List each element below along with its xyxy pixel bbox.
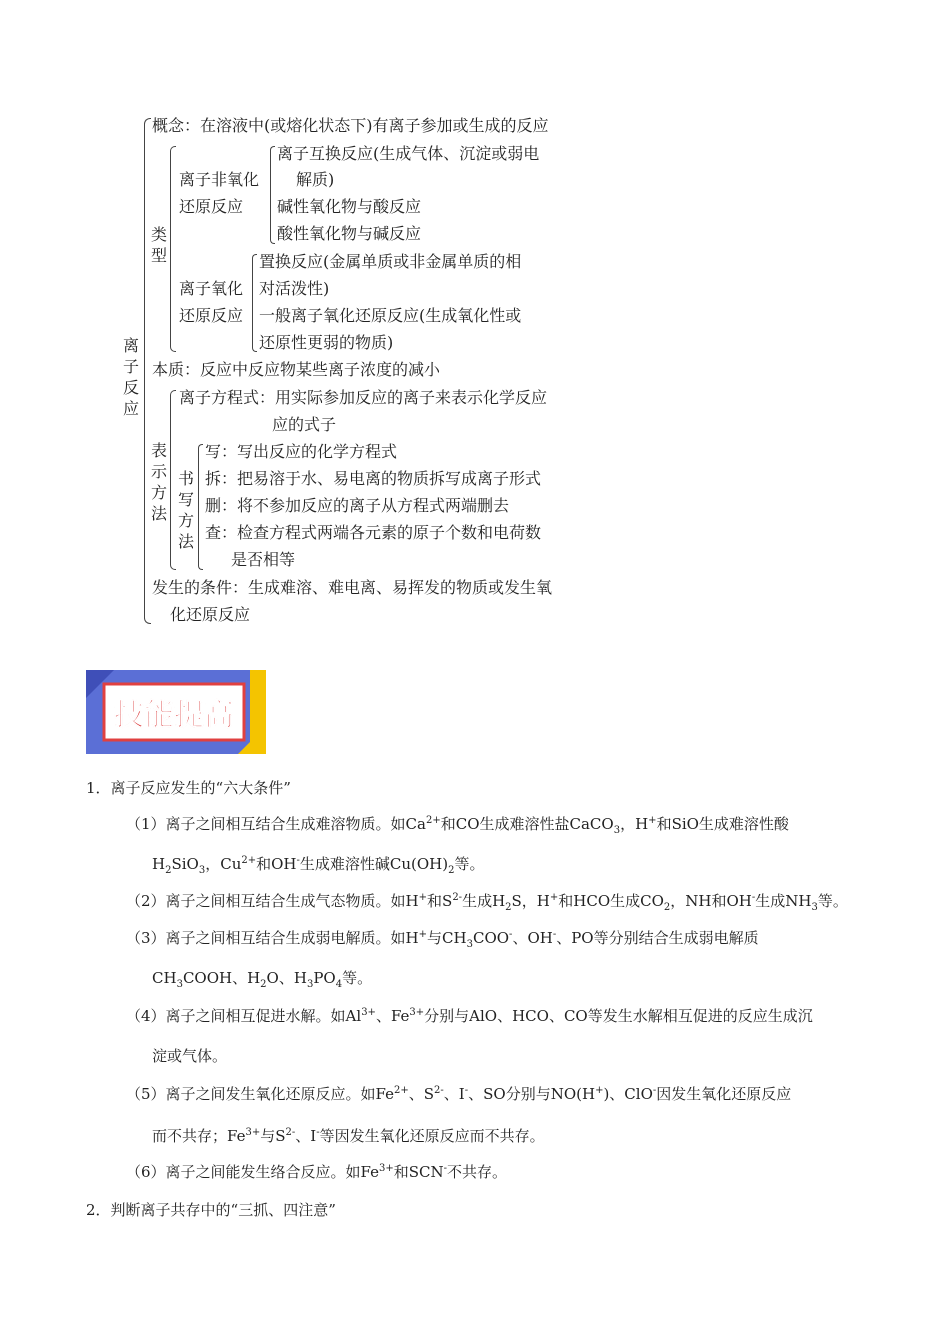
condition-line-2: 化还原反应 bbox=[170, 605, 251, 624]
condition-2: （2）离子之间相互结合生成气态物质。如H+和$S^{2-}$生成$H_2S$，H+和HCO生成$CO_2$，NH和OH-生成$NH_3$等。 bbox=[126, 892, 848, 913]
root-label bbox=[122, 335, 140, 419]
equation-line-2: 应的式子 bbox=[272, 415, 337, 434]
writing-step-check: 查：检查方程式两端各元素的原子个数和电荷数 bbox=[205, 523, 542, 542]
redox-label-1: 离子氧化 bbox=[179, 279, 244, 298]
condition-1-line-1: （1）离子之间相互结合生成难溶物质。如$Ca^{2+}$和CO生成难溶性盐CaCO$_3$，H+和SiO生成难溶性酸 bbox=[126, 815, 789, 836]
writing-step-delete: 删：将不参加反应的离子从方程式两端删去 bbox=[205, 496, 510, 515]
condition-4-line-2: 淀或气体。 bbox=[152, 1047, 228, 1065]
redox-item-1: 置换反应(金属单质或非金属单质的相 bbox=[259, 252, 522, 271]
nonredox-item-1-cont: 解质) bbox=[296, 170, 335, 189]
nonredox-brace bbox=[270, 146, 275, 244]
nonredox-label-2: 还原反应 bbox=[179, 197, 244, 216]
concept-text: 概念：在溶液中(或熔化状态下)有离子参加或生成的反应 bbox=[152, 116, 549, 135]
redox-item-2-cont: 还原性更弱的物质) bbox=[259, 333, 394, 352]
express-brace bbox=[170, 390, 176, 570]
heading-coexistence: 2．判断离子共存中的“三抓、四注意” bbox=[86, 1201, 336, 1219]
main-brace bbox=[144, 118, 151, 624]
condition-5-line-1: （5）离子之间发生氧化还原反应。如$Fe^{2+}$、$S^{2-}$、I-、SO分别与NO(H+)、ClO-因发生氧化还原反应 bbox=[126, 1085, 792, 1103]
writing-step-write: 写：写出反应的化学方程式 bbox=[205, 442, 398, 461]
badge-graphic bbox=[86, 670, 266, 754]
nonredox-item-3: 酸性氧化物与碱反应 bbox=[277, 224, 422, 243]
condition-3-line-1: （3）离子之间相互结合生成弱电解质。如H+与$CH_3COO^-$、OH-、PO等分别结合生成弱电解质 bbox=[126, 929, 759, 950]
nonredox-item-2: 碱性氧化物与酸反应 bbox=[277, 197, 422, 216]
writing-step-check-cont: 是否相等 bbox=[231, 550, 296, 569]
condition-5-line-2: 而不共存；$Fe^{3+}$与$S^{2-}$、I-等因发生氧化还原反应而不共存。 bbox=[152, 1127, 545, 1145]
condition-3-line-2: $CH_3COOH$、$H_2O$、$H_3PO_4$等。 bbox=[152, 969, 373, 990]
equation-line-1: 离子方程式：用实际参加反应的离子来表示化学反应 bbox=[179, 388, 548, 407]
essence-text: 本质：反应中反应物某些离子浓度的减小 bbox=[152, 360, 441, 379]
nonredox-label-1: 离子非氧化 bbox=[179, 170, 260, 189]
writing-brace bbox=[198, 444, 203, 570]
redox-label-2: 还原反应 bbox=[179, 306, 244, 325]
writing-step-split: 拆：把易溶于水、易电离的物质拆写成离子形式 bbox=[205, 469, 542, 488]
type-brace bbox=[170, 146, 176, 352]
root-label-text: 离 子 反 应 bbox=[122, 336, 139, 418]
redox-item-2: 一般离子氧化还原反应(生成氧化性或 bbox=[259, 306, 522, 325]
badge-text: 技能提高 bbox=[114, 698, 234, 733]
redox-item-1-cont: 对活泼性) bbox=[259, 279, 330, 298]
express-label: 表 示 方 法 bbox=[150, 441, 167, 523]
condition-4-line-1: （4）离子之间相互促进水解。如$Al^{3+}$、$Fe^{3+}$分别与AlO、HCO、CO等发生水解相互促进的反应生成沉 bbox=[126, 1007, 813, 1025]
writing-label: 书 写 方 法 bbox=[177, 469, 194, 551]
heading-six-conditions: 1．离子反应发生的“六大条件” bbox=[86, 779, 291, 797]
type-label: 类 型 bbox=[150, 225, 167, 265]
redox-brace bbox=[252, 254, 257, 352]
nonredox-item-1: 离子互换反应(生成气体、沉淀或弱电 bbox=[277, 144, 540, 163]
skill-improvement-badge bbox=[86, 670, 266, 754]
condition-line-1: 发生的条件：生成难溶、难电离、易挥发的物质或发生氧 bbox=[152, 578, 553, 597]
condition-6: （6）离子之间能发生络合反应。如$Fe^{3+}$和SCN-不共存。 bbox=[126, 1163, 508, 1181]
condition-1-line-2: $H_2SiO_3$，$Cu^{2+}$和OH-生成难溶性碱$Cu(OH)_2$等。 bbox=[152, 855, 485, 876]
